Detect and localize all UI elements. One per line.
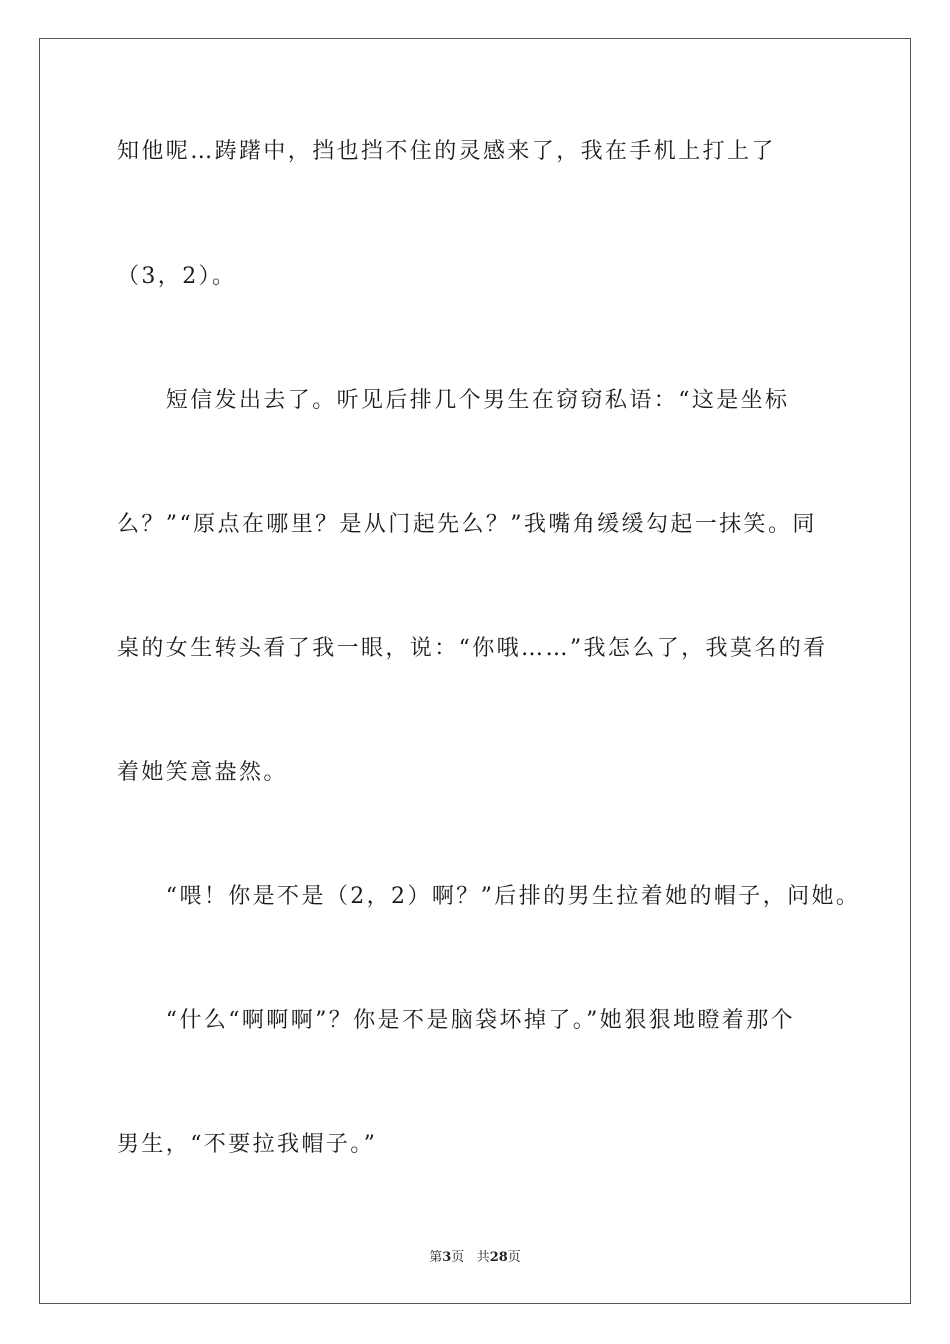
footer-total-suffix: 页 xyxy=(507,1250,521,1265)
current-page-number: 3 xyxy=(442,1250,452,1265)
text-line-8: “什么“啊啊啊”？你是不是脑袋坏掉了。”她狠狠地瞪着那个 xyxy=(117,1008,795,1033)
text-line-1: 知他呢…踌躇中，挡也挡不住的灵感来了，我在手机上打上了 xyxy=(117,139,776,164)
footer-prefix: 第 xyxy=(429,1250,443,1265)
text-line-4: 么？”“原点在哪里？是从门起先么？”我嘴角缓缓勾起一抹笑。同 xyxy=(117,512,817,537)
footer-total-prefix: 共 xyxy=(476,1250,490,1265)
text-line-9: 男生，“不要拉我帽子。” xyxy=(117,1132,378,1157)
text-line-7: “喂！你是不是（2，2）啊？”后排的男生拉着她的帽子，问她。 xyxy=(117,884,861,909)
page-footer xyxy=(0,1246,950,1265)
page-border xyxy=(39,38,911,1304)
footer-page-word: 页 xyxy=(451,1250,465,1265)
total-page-count: 28 xyxy=(489,1250,508,1265)
text-line-6: 着她笑意盎然。 xyxy=(117,760,288,785)
text-line-5: 桌的女生转头看了我一眼，说：“你哦……”我怎么了，我莫名的看 xyxy=(117,636,828,661)
text-line-3: 短信发出去了。听见后排几个男生在窃窃私语：“这是坐标 xyxy=(117,388,790,413)
text-line-2: （3，2）。 xyxy=(117,264,237,289)
